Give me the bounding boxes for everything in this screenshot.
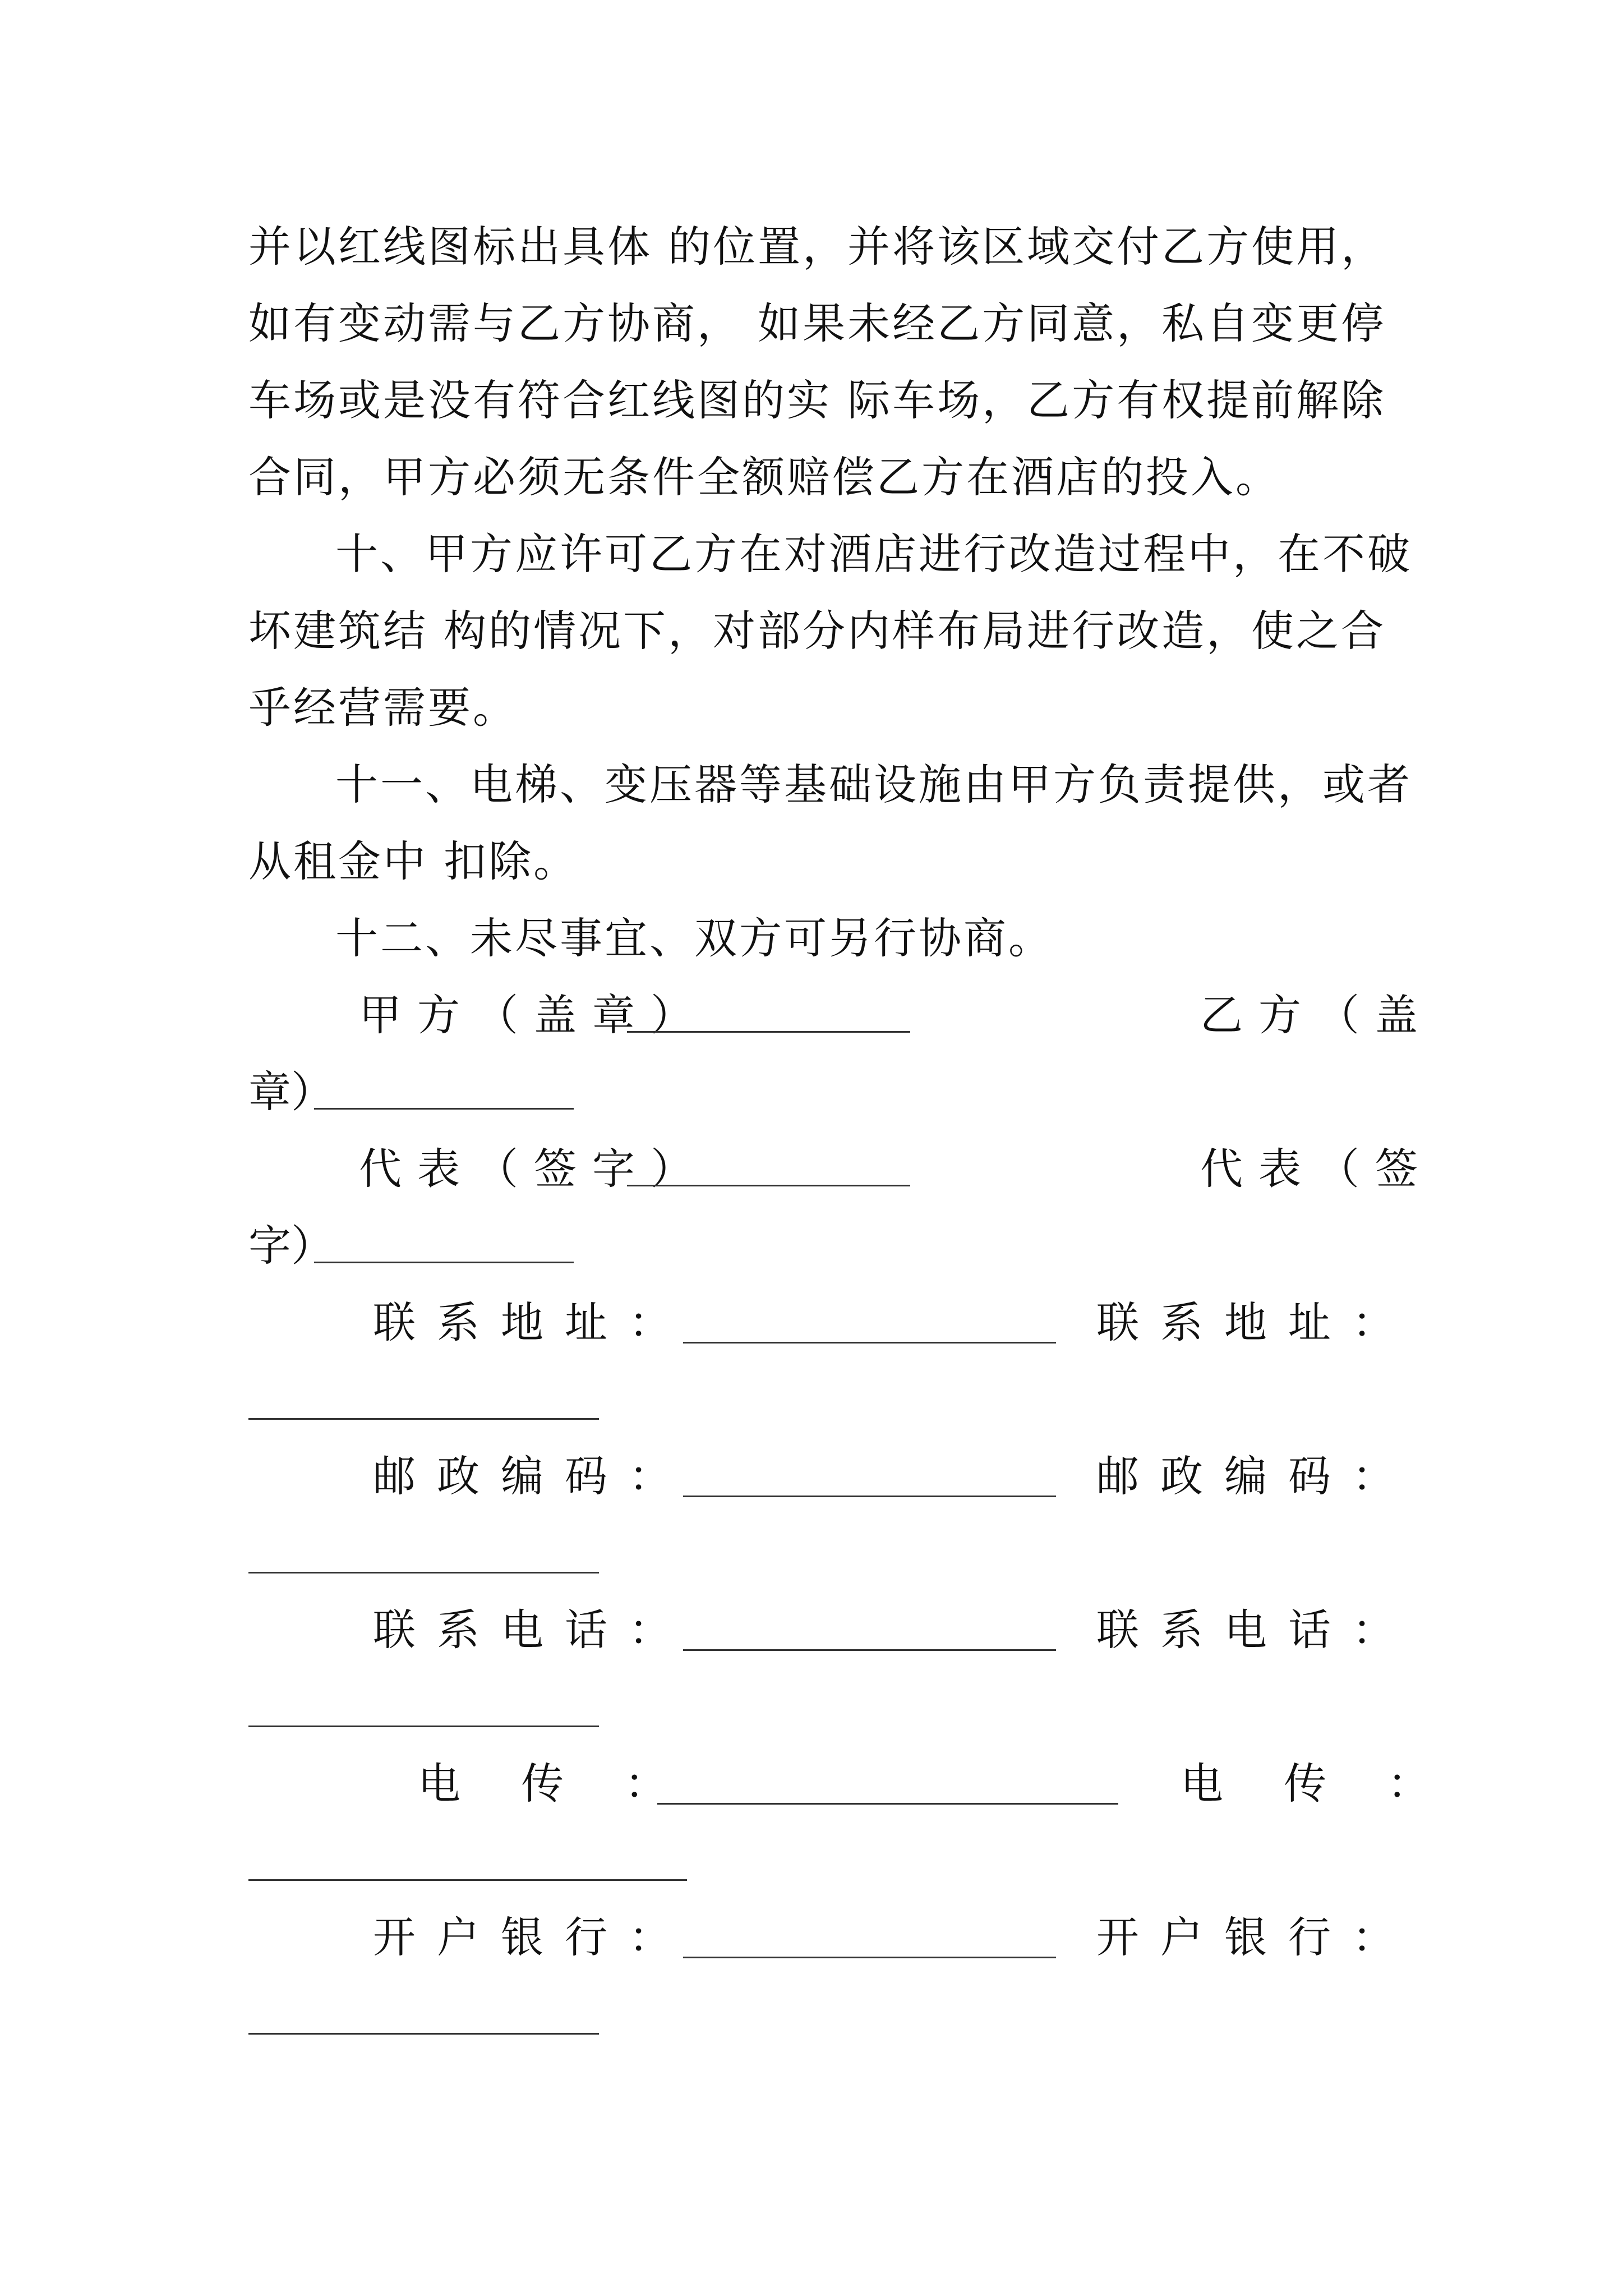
party-a-rep-label: 代表（签字） [359,1144,709,1194]
party-a-phone-label: 联系电话： [373,1605,693,1655]
party-b-address-blank [248,1418,599,1420]
body-line-4: 合同，甲方必须无条件全额赔偿乙方在酒店的投入。 [248,452,1280,502]
party-a-bank-label: 开户银行： [373,1912,693,1962]
clause-11-line-1: 十一、电梯、变压器等基础设施由甲方负责提供，或者 [335,760,1412,809]
party-b-rep-blank [314,1262,574,1263]
party-b-seal-label-start: 乙方（盖 [1200,990,1433,1040]
party-a-address-blank [683,1342,1056,1343]
party-b-bank-label: 开户银行： [1096,1912,1416,1962]
party-b-phone-blank [248,1726,599,1727]
party-a-postcode-blank [683,1496,1056,1497]
party-a-postcode-label: 邮政编码： [373,1451,693,1501]
party-a-bank-blank [683,1957,1056,1958]
party-b-phone-label: 联系电话： [1096,1605,1416,1655]
party-b-rep-label-start: 代表（签 [1200,1144,1433,1194]
body-line-1: 并以红线图标出具体 的位置，并将该区域交付乙方使用， [248,222,1386,272]
party-b-postcode-blank [248,1572,599,1573]
clause-11-line-2: 从租金中 扣除。 [248,836,579,886]
clause-12-line-1: 十二、未尽事宜、双方可另行协商。 [335,913,1053,963]
party-a-seal-label: 甲方（盖章） [359,990,709,1040]
party-b-seal-blank [314,1108,574,1110]
party-a-rep-blank [627,1185,910,1186]
party-a-address-label: 联系地址： [373,1297,693,1347]
clause-10-line-3: 乎经营需要。 [248,683,518,733]
party-a-fax-label: 电 传 ： [418,1759,679,1809]
party-b-fax-blank [248,1879,687,1881]
body-line-3: 车场或是没有符合红线图的实 际车场，乙方有权提前解除 [248,375,1386,425]
party-b-seal-label-end: 章） [248,1067,334,1117]
party-a-phone-blank [683,1649,1056,1651]
party-b-bank-blank [248,2033,599,2035]
clause-10-line-1: 十、甲方应许可乙方在对酒店进行改造过程中，在不破 [335,529,1412,579]
party-b-postcode-label: 邮政编码： [1096,1451,1416,1501]
party-b-fax-label: 电 传 ： [1181,1759,1441,1809]
party-a-fax-blank [657,1803,1118,1805]
party-b-rep-label-end: 字） [248,1221,334,1271]
party-b-address-label: 联系地址： [1096,1297,1416,1347]
clause-10-line-2: 坏建筑结 构的情况下，对部分内样布局进行改造，使之合 [248,606,1386,656]
party-a-seal-blank [627,1031,910,1033]
body-line-2: 如有变动需与乙方协商， 如果未经乙方同意，私自变更停 [248,298,1386,348]
